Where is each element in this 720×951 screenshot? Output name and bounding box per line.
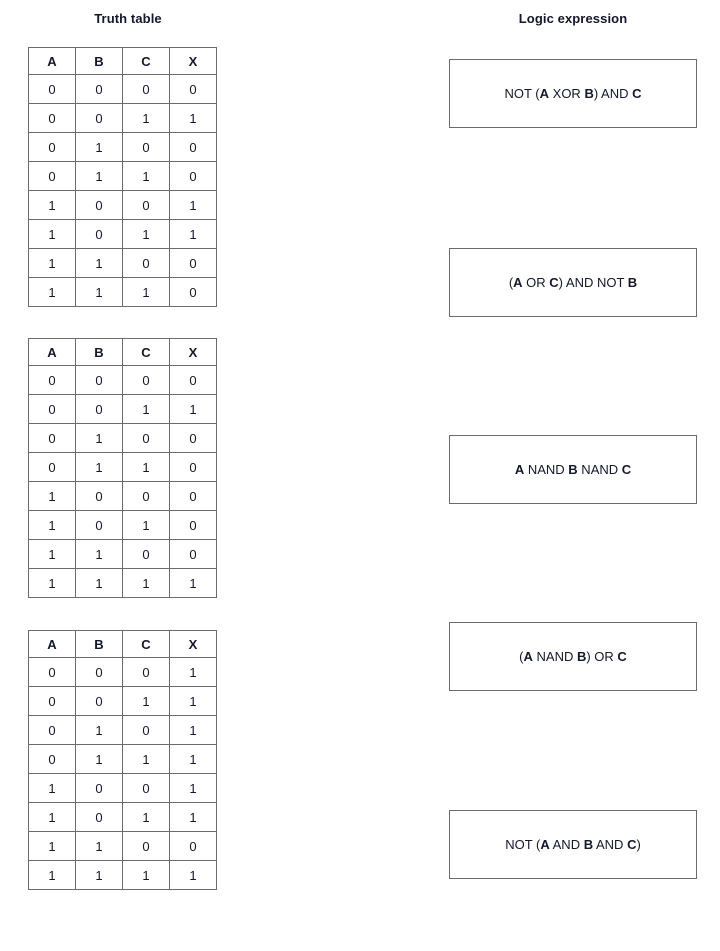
cell-a: 0 [29, 716, 76, 745]
column-header-x: X [170, 339, 217, 366]
cell-c: 0 [123, 774, 170, 803]
logic-expression-column-heading: Logic expression [518, 11, 628, 26]
table-header-row [29, 339, 217, 366]
column-header-a: A [29, 631, 76, 658]
cell-x[interactable]: 1 [170, 687, 217, 716]
cell-x[interactable]: 1 [170, 220, 217, 249]
cell-a: 0 [29, 395, 76, 424]
table-row [29, 453, 217, 482]
logic-expression-box[interactable] [449, 810, 697, 879]
cell-x[interactable]: 1 [170, 745, 217, 774]
cell-a: 1 [29, 482, 76, 511]
table-row [29, 511, 217, 540]
table-row [29, 774, 217, 803]
cell-x[interactable]: 1 [170, 716, 217, 745]
cell-x[interactable]: 0 [170, 832, 217, 861]
cell-a: 0 [29, 453, 76, 482]
column-header-a: A [29, 339, 76, 366]
cell-c: 1 [123, 278, 170, 307]
cell-b: 1 [76, 540, 123, 569]
cell-x[interactable]: 1 [170, 861, 217, 890]
logic-expression-text: (A OR C) AND NOT B [508, 274, 638, 290]
cell-c: 1 [123, 220, 170, 249]
cell-x[interactable]: 0 [170, 482, 217, 511]
cell-a: 0 [29, 687, 76, 716]
truth-table-column-heading: Truth table [94, 11, 162, 26]
column-header-b: B [76, 48, 123, 75]
cell-c: 0 [123, 249, 170, 278]
table-row [29, 75, 217, 104]
logic-expression-text: NOT (A AND B AND C) [505, 836, 641, 852]
table-row [29, 540, 217, 569]
cell-x[interactable]: 0 [170, 162, 217, 191]
truth-table [28, 630, 217, 890]
cell-c: 0 [123, 658, 170, 687]
cell-c: 1 [123, 745, 170, 774]
cell-c: 0 [123, 540, 170, 569]
cell-x[interactable]: 0 [170, 424, 217, 453]
cell-b: 0 [76, 75, 123, 104]
cell-b: 0 [76, 395, 123, 424]
cell-c: 1 [123, 104, 170, 133]
cell-a: 1 [29, 278, 76, 307]
cell-a: 1 [29, 249, 76, 278]
table-row [29, 658, 217, 687]
cell-c: 1 [123, 803, 170, 832]
column-header-b: B [76, 339, 123, 366]
cell-a: 1 [29, 220, 76, 249]
cell-x[interactable]: 0 [170, 540, 217, 569]
table-row [29, 162, 217, 191]
cell-a: 1 [29, 861, 76, 890]
cell-b: 1 [76, 278, 123, 307]
cell-x[interactable]: 1 [170, 774, 217, 803]
logic-expression-box[interactable] [449, 622, 697, 691]
table-row [29, 745, 217, 774]
cell-x[interactable]: 1 [170, 395, 217, 424]
cell-c: 1 [123, 162, 170, 191]
table-row [29, 861, 217, 890]
table-header-row [29, 631, 217, 658]
table-row [29, 687, 217, 716]
cell-b: 0 [76, 220, 123, 249]
cell-c: 0 [123, 832, 170, 861]
cell-a: 0 [29, 133, 76, 162]
cell-x[interactable]: 0 [170, 366, 217, 395]
column-header-a: A [29, 48, 76, 75]
cell-b: 1 [76, 832, 123, 861]
table-row [29, 133, 217, 162]
cell-b: 0 [76, 366, 123, 395]
cell-b: 0 [76, 511, 123, 540]
cell-x[interactable]: 0 [170, 278, 217, 307]
table-row [29, 191, 217, 220]
cell-a: 0 [29, 366, 76, 395]
table-row [29, 716, 217, 745]
cell-b: 1 [76, 133, 123, 162]
table-row [29, 424, 217, 453]
cell-c: 1 [123, 395, 170, 424]
column-header-c: C [123, 48, 170, 75]
column-header-c: C [123, 631, 170, 658]
cell-c: 0 [123, 366, 170, 395]
table-row [29, 278, 217, 307]
cell-c: 0 [123, 482, 170, 511]
column-header-b: B [76, 631, 123, 658]
table-row [29, 104, 217, 133]
cell-a: 1 [29, 832, 76, 861]
cell-b: 1 [76, 569, 123, 598]
table-row [29, 803, 217, 832]
cell-c: 0 [123, 424, 170, 453]
cell-a: 1 [29, 803, 76, 832]
column-header-x: X [170, 48, 217, 75]
table-row [29, 220, 217, 249]
truth-table [28, 47, 217, 307]
logic-expression-box[interactable] [449, 59, 697, 128]
cell-b: 1 [76, 424, 123, 453]
cell-x[interactable]: 0 [170, 249, 217, 278]
cell-a: 0 [29, 162, 76, 191]
cell-a: 0 [29, 745, 76, 774]
logic-expression-box[interactable] [449, 435, 697, 504]
cell-b: 1 [76, 453, 123, 482]
cell-x[interactable]: 1 [170, 658, 217, 687]
cell-b: 1 [76, 716, 123, 745]
logic-expression-text: (A NAND B) OR C [519, 648, 627, 664]
table-row [29, 482, 217, 511]
table-row [29, 395, 217, 424]
cell-a: 1 [29, 191, 76, 220]
cell-x[interactable]: 1 [170, 569, 217, 598]
cell-c: 1 [123, 569, 170, 598]
column-header-c: C [123, 339, 170, 366]
cell-a: 0 [29, 424, 76, 453]
cell-b: 1 [76, 861, 123, 890]
cell-x[interactable]: 1 [170, 803, 217, 832]
truth-table [28, 338, 217, 598]
cell-a: 1 [29, 540, 76, 569]
cell-a: 0 [29, 75, 76, 104]
cell-a: 1 [29, 511, 76, 540]
cell-c: 1 [123, 511, 170, 540]
cell-c: 0 [123, 133, 170, 162]
logic-expression-box[interactable] [449, 248, 697, 317]
cell-c: 1 [123, 861, 170, 890]
table-row [29, 366, 217, 395]
table-row [29, 249, 217, 278]
cell-b: 0 [76, 104, 123, 133]
cell-x[interactable]: 0 [170, 511, 217, 540]
cell-x[interactable]: 1 [170, 191, 217, 220]
cell-a: 0 [29, 658, 76, 687]
table-header-row [29, 48, 217, 75]
cell-c: 0 [123, 716, 170, 745]
table-row [29, 832, 217, 861]
cell-a: 1 [29, 774, 76, 803]
cell-x[interactable]: 0 [170, 133, 217, 162]
cell-b: 0 [76, 191, 123, 220]
cell-c: 1 [123, 687, 170, 716]
column-header-x: X [170, 631, 217, 658]
cell-a: 0 [29, 104, 76, 133]
cell-b: 0 [76, 803, 123, 832]
cell-c: 0 [123, 191, 170, 220]
cell-b: 1 [76, 249, 123, 278]
cell-b: 1 [76, 162, 123, 191]
table-row [29, 569, 217, 598]
cell-c: 0 [123, 75, 170, 104]
cell-b: 1 [76, 745, 123, 774]
cell-a: 1 [29, 569, 76, 598]
cell-b: 0 [76, 482, 123, 511]
cell-x[interactable]: 0 [170, 453, 217, 482]
cell-x[interactable]: 1 [170, 104, 217, 133]
logic-expression-text: NOT (A XOR B) AND C [504, 85, 642, 101]
cell-c: 1 [123, 453, 170, 482]
cell-b: 0 [76, 774, 123, 803]
logic-expression-text: A NAND B NAND C [514, 461, 632, 477]
cell-b: 0 [76, 687, 123, 716]
cell-b: 0 [76, 658, 123, 687]
cell-x[interactable]: 0 [170, 75, 217, 104]
